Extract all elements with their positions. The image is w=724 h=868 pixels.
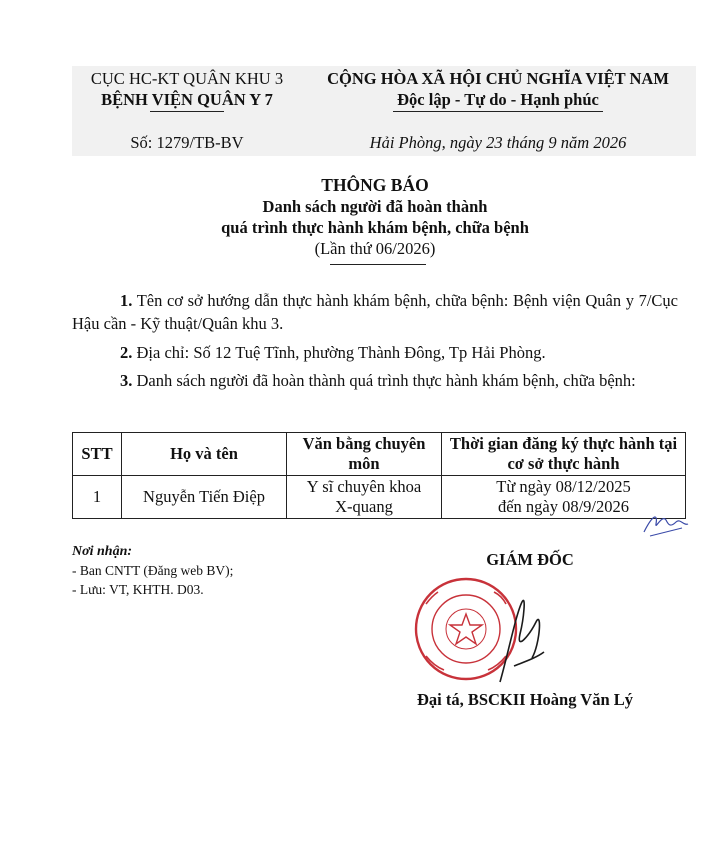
paragraph-2-number: 2.	[120, 343, 133, 362]
agency-name: CỤC HC-KT QUÂN KHU 3	[90, 69, 284, 88]
signer-position: GIÁM ĐỐC	[486, 550, 574, 569]
official-seal-icon	[396, 574, 546, 684]
document-subtitle-line2: quá trình thực hành khám bệnh, chữa bệnh	[221, 218, 529, 237]
paragraph-2-text: Địa chỉ: Số 12 Tuệ Tĩnh, phường Thành Đông, Tp Hải Phòng.	[136, 343, 546, 362]
header-name: Họ và tên	[122, 433, 287, 476]
recipient-item: - Ban CNTT (Đăng web BV);	[72, 563, 234, 578]
initial-mark-icon	[640, 506, 690, 540]
paragraph-1-text: Tên cơ sở hướng dẫn thực hành khám bệnh, chữa bệnh: Bệnh viện Quân y 7/Cục Hậu cần - Kỹ thuật/Quân khu 3.	[72, 291, 678, 333]
cell-degree	[287, 476, 442, 519]
title-rule	[330, 264, 426, 265]
document-subtitle-line1: Danh sách người đã hoàn thành	[262, 197, 488, 216]
degree-line1: Y sĩ chuyên khoa	[306, 477, 422, 496]
paragraph-1-number: 1.	[120, 291, 133, 310]
signer-name: Đại tá, BSCKII Hoàng Văn Lý	[416, 690, 634, 709]
completion-table	[72, 432, 686, 519]
national-motto: Độc lập - Tự do - Hạnh phúc	[397, 90, 599, 109]
right-header-rule	[393, 111, 603, 112]
paragraph-3-text: Danh sách người đã hoàn thành quá trình thực hành khám bệnh, chữa bệnh:	[136, 371, 636, 390]
paragraph-3-number: 3.	[120, 371, 133, 390]
header-time: Thời gian đăng ký thực hành tại cơ sở thực hành	[442, 433, 686, 476]
recipients-label: Nơi nhận:	[72, 544, 133, 559]
national-title: CỘNG HÒA XÃ HỘI CHỦ NGHĨA VIỆT NAM	[327, 69, 669, 88]
time-line1: Từ ngày 08/12/2025	[496, 477, 631, 496]
cell-stt: 1	[73, 476, 122, 519]
time-line2: đến ngày 08/9/2026	[497, 497, 630, 516]
paragraph-1	[72, 289, 678, 335]
recipient-item: - Lưu: VT, KHTH. D03.	[72, 582, 204, 597]
issue-number: (Lần thứ 06/2026)	[314, 239, 436, 258]
table-header-row	[73, 433, 686, 476]
place-date: Hải Phòng, ngày 23 tháng 9 năm 2026	[369, 133, 627, 152]
left-header-rule	[150, 111, 224, 112]
paragraph-2	[72, 341, 678, 364]
paragraph-3	[72, 369, 678, 392]
cell-name: Nguyễn Tiến Điệp	[122, 476, 287, 519]
header-stt: STT	[73, 433, 122, 476]
document-title: THÔNG BÁO	[321, 175, 429, 195]
degree-line2: X-quang	[335, 497, 393, 516]
header-degree: Văn bằng chuyên môn	[287, 433, 442, 476]
hospital-name: BỆNH VIỆN QUÂN Y 7	[101, 90, 273, 109]
table-row	[73, 476, 686, 519]
document-number: Số: 1279/TB-BV	[130, 133, 244, 152]
